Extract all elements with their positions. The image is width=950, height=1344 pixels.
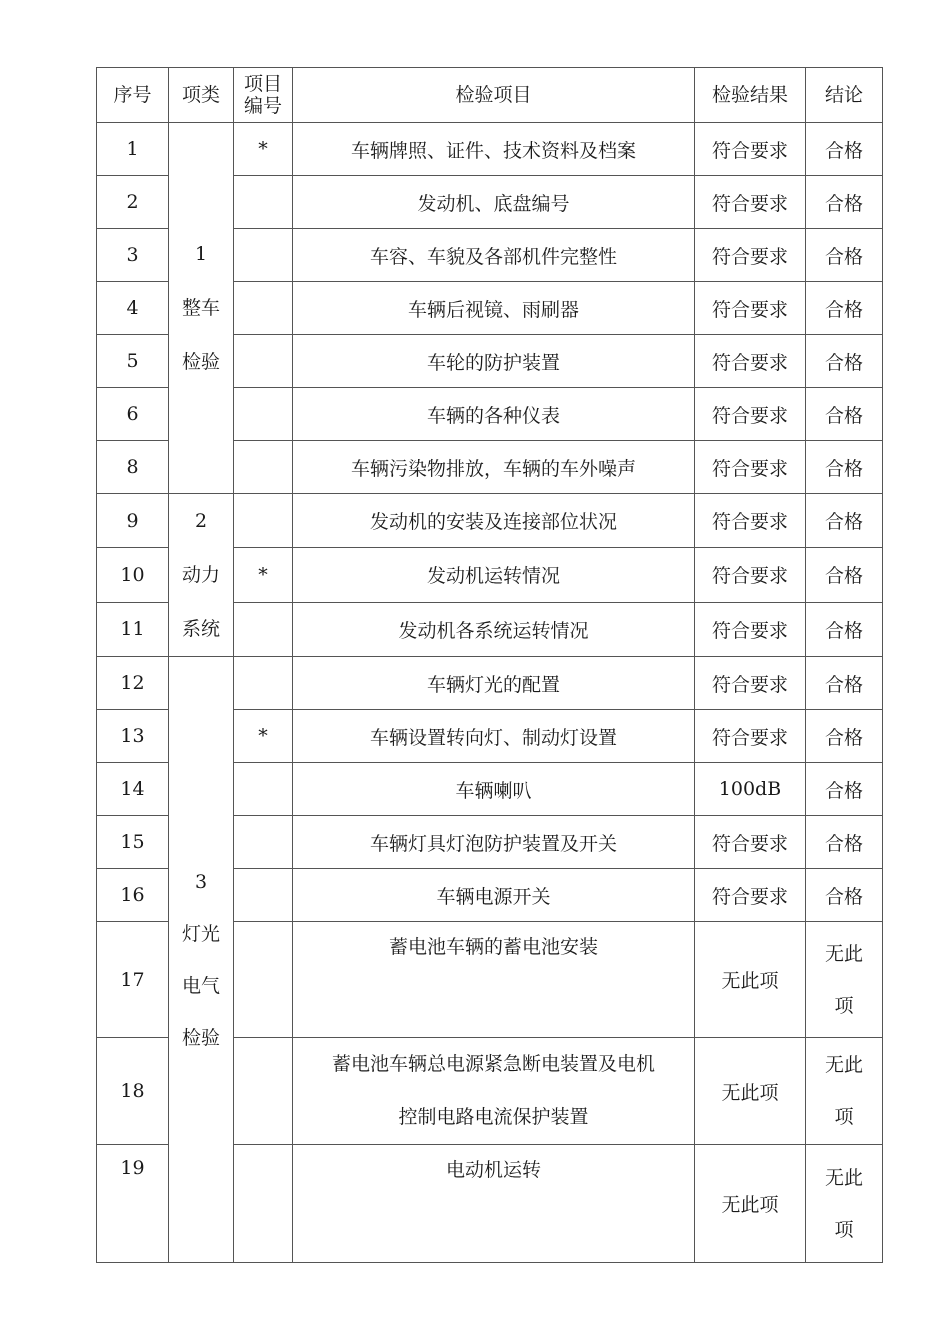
row-result: 符合要求 — [695, 335, 806, 388]
row-seq: 15 — [97, 816, 169, 869]
row-code — [234, 388, 293, 441]
row-code — [234, 229, 293, 282]
row-item: 车辆的各种仪表 — [293, 388, 695, 441]
row-seq: 2 — [97, 176, 169, 229]
row-code — [234, 494, 293, 548]
row-conclusion: 合格 — [806, 282, 883, 335]
row-item: 车辆污染物排放，车辆的车外噪声 — [293, 441, 695, 494]
header-seq: 序号 — [97, 68, 169, 123]
row-result: 符合要求 — [695, 494, 806, 548]
row-item: 发动机、底盘编号 — [293, 176, 695, 229]
row-seq: 10 — [97, 548, 169, 602]
row-seq: 3 — [97, 229, 169, 282]
table-row — [97, 494, 883, 548]
row-result: 符合要求 — [695, 388, 806, 441]
row-conclusion: 合格 — [806, 388, 883, 441]
row-conclusion: 合格 — [806, 335, 883, 388]
row-conclusion: 合格 — [806, 123, 883, 176]
row-code — [234, 922, 293, 1038]
row-seq: 12 — [97, 657, 169, 710]
row-conclusion: 合格 — [806, 763, 883, 816]
row-item: 车辆灯具灯泡防护装置及开关 — [293, 816, 695, 869]
table-row — [97, 123, 883, 176]
header-item: 检验项目 — [293, 68, 695, 123]
row-item: 车辆电源开关 — [293, 869, 695, 922]
table-row — [97, 657, 883, 710]
category-cell: 2 动力 系统 — [169, 494, 234, 657]
row-code: * — [234, 123, 293, 176]
category-cell: 3 灯光 电气 检验 — [169, 657, 234, 1263]
row-seq: 1 — [97, 123, 169, 176]
row-seq: 13 — [97, 710, 169, 763]
row-result: 符合要求 — [695, 710, 806, 763]
row-code: * — [234, 548, 293, 602]
row-code — [234, 763, 293, 816]
row-result: 符合要求 — [695, 816, 806, 869]
row-conclusion: 合格 — [806, 229, 883, 282]
header-conclusion: 结论 — [806, 68, 883, 123]
row-conclusion: 合格 — [806, 602, 883, 656]
category-cell: 1 整车 检验 — [169, 123, 234, 494]
header-row — [97, 68, 883, 123]
row-item: 车轮的防护装置 — [293, 335, 695, 388]
row-item: 车辆后视镜、雨刷器 — [293, 282, 695, 335]
row-result: 符合要求 — [695, 229, 806, 282]
row-conclusion: 无此 项 — [806, 922, 883, 1038]
row-item: 蓄电池车辆的蓄电池安装 — [293, 922, 695, 1038]
row-code — [234, 1145, 293, 1263]
row-item: 车辆设置转向灯、制动灯设置 — [293, 710, 695, 763]
row-code — [234, 176, 293, 229]
row-item: 电动机运转 — [293, 1145, 695, 1263]
row-conclusion: 合格 — [806, 494, 883, 548]
row-code — [234, 869, 293, 922]
row-code — [234, 441, 293, 494]
row-conclusion: 无此 项 — [806, 1038, 883, 1145]
row-seq: 8 — [97, 441, 169, 494]
row-seq: 14 — [97, 763, 169, 816]
row-seq: 18 — [97, 1038, 169, 1145]
row-seq: 4 — [97, 282, 169, 335]
row-item: 发动机各系统运转情况 — [293, 602, 695, 656]
row-seq: 11 — [97, 602, 169, 656]
row-seq: 5 — [97, 335, 169, 388]
row-code: * — [234, 710, 293, 763]
row-code — [234, 816, 293, 869]
row-conclusion: 合格 — [806, 869, 883, 922]
header-category: 项类 — [169, 68, 234, 123]
row-conclusion: 合格 — [806, 441, 883, 494]
row-result: 符合要求 — [695, 869, 806, 922]
row-result: 符合要求 — [695, 441, 806, 494]
row-conclusion: 合格 — [806, 710, 883, 763]
row-seq: 17 — [97, 922, 169, 1038]
row-result: 符合要求 — [695, 548, 806, 602]
row-item: 发动机的安装及连接部位状况 — [293, 494, 695, 548]
header-result: 检验结果 — [695, 68, 806, 123]
row-seq: 16 — [97, 869, 169, 922]
row-code — [234, 602, 293, 656]
inspection-table — [96, 67, 883, 1263]
row-conclusion: 合格 — [806, 816, 883, 869]
row-code — [234, 335, 293, 388]
row-result: 100dB — [695, 763, 806, 816]
row-seq: 9 — [97, 494, 169, 548]
row-conclusion: 合格 — [806, 657, 883, 710]
row-conclusion: 合格 — [806, 548, 883, 602]
row-result: 符合要求 — [695, 176, 806, 229]
row-result: 无此项 — [695, 1145, 806, 1263]
row-item: 发动机运转情况 — [293, 548, 695, 602]
row-result: 无此项 — [695, 1038, 806, 1145]
row-item: 车辆喇叭 — [293, 763, 695, 816]
row-item: 车辆牌照、证件、技术资料及档案 — [293, 123, 695, 176]
row-result: 符合要求 — [695, 282, 806, 335]
row-conclusion: 无此 项 — [806, 1145, 883, 1263]
row-code — [234, 282, 293, 335]
row-result: 符合要求 — [695, 123, 806, 176]
header-item-code: 项目 编号 — [234, 68, 293, 123]
row-result: 符合要求 — [695, 602, 806, 656]
row-item: 车容、车貌及各部机件完整性 — [293, 229, 695, 282]
row-seq: 6 — [97, 388, 169, 441]
row-code — [234, 1038, 293, 1145]
row-item: 车辆灯光的配置 — [293, 657, 695, 710]
row-item: 蓄电池车辆总电源紧急断电装置及电机 控制电路电流保护装置 — [293, 1038, 695, 1145]
row-result: 符合要求 — [695, 657, 806, 710]
row-result: 无此项 — [695, 922, 806, 1038]
row-code — [234, 657, 293, 710]
row-conclusion: 合格 — [806, 176, 883, 229]
row-seq: 19 — [97, 1145, 169, 1263]
